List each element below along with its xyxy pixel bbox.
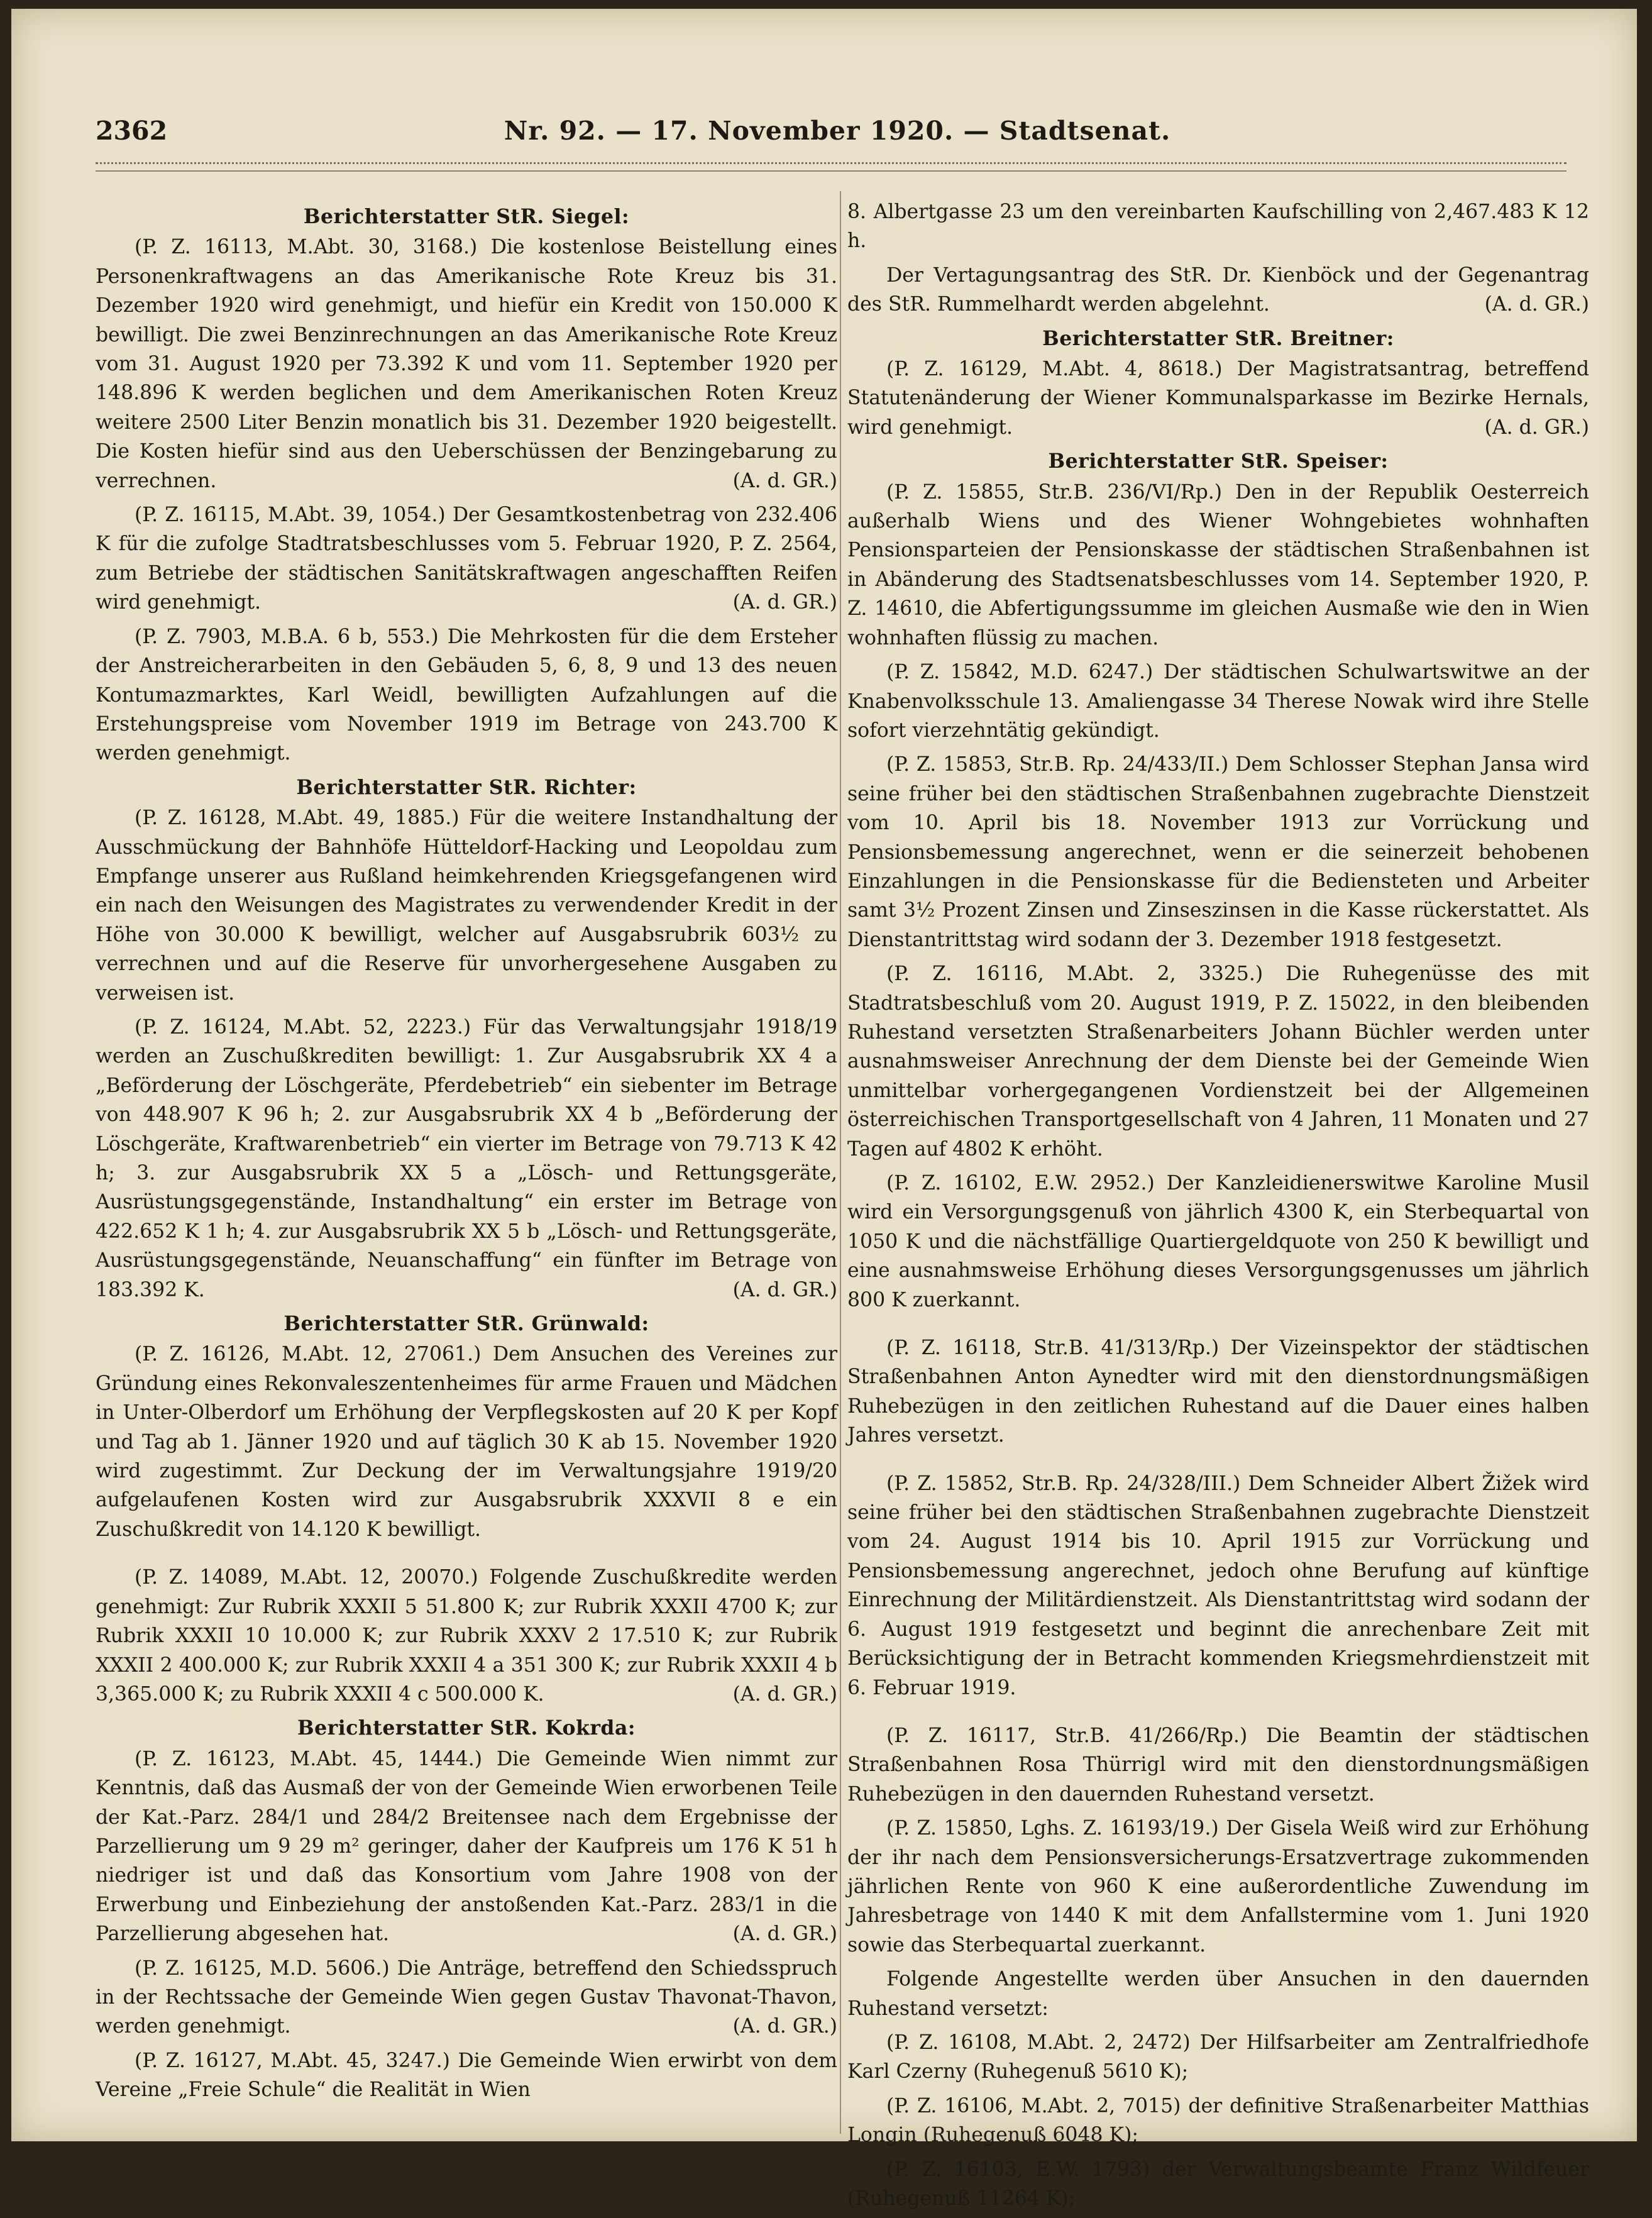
rapporteur-heading — [96, 1714, 837, 1743]
paragraph-text: Berichterstatter StR. Siegel: — [303, 205, 630, 228]
header-rule — [96, 162, 1567, 172]
spacer — [847, 1455, 1589, 1469]
referral-note: (A. d. GR.) — [732, 469, 837, 492]
resolution-paragraph — [847, 355, 1589, 442]
resolution-paragraph — [847, 1169, 1589, 1315]
spacer — [96, 1549, 837, 1563]
resolution-paragraph — [96, 1563, 837, 1709]
continued-paragraph — [847, 197, 1589, 256]
paragraph-text: Folgende Angestellte werden über Ansuchen in den dauernden Ruhestand versetzt: — [847, 1968, 1589, 2020]
paragraph-text: (P. Z. 16115, M.Abt. 39, 1054.) Der Gesamtkostenbetrag von 232.406 K für die zufolge Stadtratsbeschlusses vom 5. Februar 1920, P. Z. 2564, zum Betriebe der städtischen Sanitätskraftwagen angeschafften Reifen wird genehmigt. — [96, 504, 837, 614]
paragraph-text: Berichterstatter StR. Richter: — [296, 775, 637, 799]
paragraph-text: (P. Z. 15842, M.D. 6247.) Der städtischen Schulwartswitwe an der Knabenvolksschule 13. Amaliengasse 34 Therese Nowak wird ihre Stelle sofort vierzehntätig gekündigt. — [847, 661, 1589, 742]
resolution-paragraph — [96, 2046, 837, 2105]
paragraph-text: Berichterstatter StR. Speiser: — [1048, 450, 1389, 473]
resolution-paragraph — [847, 478, 1589, 653]
paragraph-text: (P. Z. 16108, M.Abt. 2, 2472) Der Hilfsarbeiter am Zentralfriedhofe Karl Czerny (Ruhegenuß 5610 K); — [847, 2031, 1589, 2083]
resolution-paragraph — [847, 2155, 1589, 2214]
rapporteur-heading — [847, 447, 1589, 476]
right-column — [847, 197, 1589, 2218]
resolution-paragraph — [96, 1013, 837, 1305]
paragraph-text: Der Vertagungsantrag des StR. Dr. Kienböck und der Gegenantrag des StR. Rummelhardt werden abgelehnt. — [847, 263, 1589, 316]
resolution-paragraph — [847, 1721, 1589, 1809]
resolution-paragraph — [847, 1965, 1589, 2023]
paragraph-text: 8. Albertgasse 23 um den vereinbarten Kaufschilling von 2,467.483 K 12 h. — [847, 201, 1589, 253]
rapporteur-heading — [96, 202, 837, 231]
paragraph-text: (P. Z. 15855, Str.B. 236/VI/Rp.) Den in der Republik Oesterreich außerhalb Wiens und des Wiener Wohngebietes wohnhaften Pensionsparteien der Pensionskasse der städtischen Straßenbahnen ist in Abänderung des Stadtsenatsbeschlusses vom 14. September 1920, P. Z. 14610, die Abfertigungssumme im gleichen Ausmaße wie den in Wien wohnhaften flüssig zu machen. — [847, 480, 1589, 649]
paragraph-text: (P. Z. 15853, Str.B. Rp. 24/433/II.) Dem Schlosser Stephan Jansa wird seine früher bei den städtischen Straßenbahnen zugebrachte Dienstzeit vom 10. April bis 18. November 1913 zur Vorrückung und Pensionsbemessung angerechnet, wenn er die seinerzeit behobenen Einzahlungen in die Pensionskasse für die Bediensteten und Arbeiter samt 3½ Prozent Zinsen und Zinseszinsen in die Kasse rückerstattet. Als Dienstantrittstag wird sodann der 3. Dezember 1918 festgesetzt. — [847, 753, 1589, 951]
page-header — [96, 116, 1579, 153]
referral-note: (A. d. GR.) — [732, 1923, 837, 1946]
resolution-paragraph — [96, 1340, 837, 1544]
rapporteur-heading — [847, 324, 1589, 353]
referral-note: (A. d. GR.) — [1484, 293, 1589, 316]
paragraph-text: (P. Z. 15850, Lghs. Z. 16193/19.) Der Gisela Weiß wird zur Erhöhung der ihr nach dem Pensionsversicherungs-Ersatzvertrage zukommenden jährlichen Rente von 960 K eine außerordentliche Zuwendung im Jahresbetrage von 1440 K mit dem Anfallstermine vom 1. Juni 1920 sowie das Sterbequartal zuerkannt. — [847, 1817, 1589, 1956]
spacer — [847, 1708, 1589, 1721]
paragraph-text: (P. Z. 16117, Str.B. 41/266/Rp.) Die Beamtin der städtischen Straßenbahnen Rosa Thürrigl wird mit den dienstordnungsmäßigen Ruhebezügen in den dauernden Ruhestand versetzt. — [847, 1724, 1589, 1806]
referral-note: (A. d. GR.) — [1484, 416, 1589, 439]
resolution-paragraph — [96, 1954, 837, 2041]
paragraph-text: (P. Z. 16126, M.Abt. 12, 27061.) Dem Ansuchen des Vereines zur Gründung eines Rekonvaleszentenheimes für arme Frauen und Mädchen in Unter-Olberdorf um Erhöhung der Verpflegskosten auf 20 K per Kopf und Tag ab 1. Jänner 1920 und auf täglich 30 K ab 15. November 1920 wird zugestimmt. Zur Deckung der im Verwaltungsjahre 1919/20 aufgelaufenen Kosten wird zur Ausgabsrubrik XXXVII 8 e ein Zuschußkredit von 14.120 K bewilligt. — [96, 1343, 837, 1541]
resolution-paragraph — [96, 1745, 837, 1949]
resolution-paragraph — [847, 261, 1589, 319]
resolution-paragraph — [847, 1469, 1589, 1702]
paragraph-text: (P. Z. 16124, M.Abt. 52, 2223.) Für das Verwaltungsjahr 1918/19 werden an Zuschußkrediten bewilligt: 1. Zur Ausgabsrubrik XX 4 a „Beförderung der Löschgeräte, Pferdebetrieb“ ein siebenter im Betrage von 448.907 K 96 h; 2. zur Ausgabsrubrik XX 4 b „Beförderung der Löschgeräte, Kraftwarenbetrieb“ ein vierter im Betrage von 79.713 K 42 h; 3. zur Ausgabsrubrik XX 5 a „Lösch- und Rettungsgeräte, Ausrüstungsgegenstände, Instandhaltung“ ein erster im Betrage von 422.652 K 1 h; 4. zur Ausgabsrubrik XX 5 b „Lösch- und Rettungsgeräte, Ausrüstungsgegenstände, Neuanschaffung“ ein fünfter im Betrage von 183.392 K. — [96, 1015, 837, 1301]
page-number: 2362 — [96, 116, 168, 146]
left-column — [96, 197, 837, 2110]
column-divider — [840, 191, 841, 2134]
referral-note: (A. d. GR.) — [732, 1682, 837, 1706]
paragraph-text: Berichterstatter StR. Kokrda: — [297, 1716, 636, 1740]
paragraph-text: Berichterstatter StR. Grünwald: — [284, 1312, 649, 1336]
paragraph-text: (P. Z. 16113, M.Abt. 30, 3168.) Die kostenlose Beistellung eines Personenkraftwagens an das Amerikanische Rote Kreuz bis 31. Dezember 1920 wird genehmigt, und hiefür ein Kredit von 150.000 K bewilligt. Die zwei Benzinrechnungen an das Amerikanische Rote Kreuz vom 31. August 1920 per 73.392 K und vom 11. September 1920 per 148.896 K werden beglichen und dem Amerikanischen Roten Kreuz weitere 2500 Liter Benzin monatlich bis 31. Dezember 1920 beigestellt. Die Kosten hiefür sind aus den Ueberschüssen der Benzingebarung zu verrechnen. — [96, 236, 837, 492]
resolution-paragraph — [96, 233, 837, 495]
paragraph-text: Berichterstatter StR. Breitner: — [1042, 326, 1394, 350]
paragraph-text: (P. Z. 16125, M.D. 5606.) Die Anträge, betreffend den Schiedsspruch in der Rechtssache der Gemeinde Wien gegen Gustav Thavonat-Thavon, werden genehmigt. — [96, 1956, 837, 2038]
paragraph-text: (P. Z. 16128, M.Abt. 49, 1885.) Für die weitere Instandhaltung der Ausschmückung der Bahnhöfe Hütteldorf-Hacking und Leopoldau zum Empfange unserer aus Rußland heimkehrenden Kriegsgefangenen wird ein nach den Weisungen des Magistrates zu verwendender Kredit in der Höhe von 30.000 K bewilligt, welcher auf Ausgabsrubrik 603½ zu verrechnen und auf die Reserve für unvorhergesehene Ausgaben zu verweisen ist. — [96, 807, 837, 1005]
resolution-paragraph — [847, 2092, 1589, 2150]
resolution-paragraph — [847, 959, 1589, 1164]
resolution-paragraph — [847, 658, 1589, 745]
resolution-paragraph — [847, 1333, 1589, 1450]
referral-note: (A. d. GR.) — [732, 1278, 837, 1301]
paragraph-text: (P. Z. 16127, M.Abt. 45, 3247.) Die Gemeinde Wien erwirbt von dem Vereine „Freie Schule“ die Realität in Wien — [96, 2049, 837, 2102]
resolution-paragraph — [96, 622, 837, 768]
page-title: Nr. 92. — 17. November 1920. — Stadtsenat. — [504, 116, 1171, 146]
referral-note: (A. d. GR.) — [732, 2015, 837, 2038]
resolution-paragraph — [96, 500, 837, 617]
spacer — [847, 1320, 1589, 1333]
paragraph-text: (P. Z. 16129, M.Abt. 4, 8618.) Der Magistratsantrag, betreffend Statutenänderung der Wiener Kommunalsparkasse im Bezirke Hernals, wird genehmigt. — [847, 358, 1589, 439]
paragraph-text: (P. Z. 16118, Str.B. 41/313/Rp.) Der Vizeinspektor der städtischen Straßenbahnen Anton Aynedter wird mit den dienstordnungsmäßigen Ruhebezügen in den zeitlichen Ruhestand auf die Dauer eines halben Jahres versetzt. — [847, 1337, 1589, 1447]
resolution-paragraph — [847, 750, 1589, 954]
paragraph-text: (P. Z. 16116, M.Abt. 2, 3325.) Die Ruhegenüsse des mit Stadtratsbeschluß vom 20. August 1919, P. Z. 15022, in den bleibenden Ruhestand versetzten Straßenarbeiters Johann Büchler werden unter ausnahmsweiser Anrechnung der dem Dienste bei der Gemeinde Wien unmittelbar vorhergegangenen Vordienstzeit bei der Allgemeinen österreichischen Transportgesellschaft von 4 Jahren, 11 Monaten und 27 Tagen auf 4802 K erhöht. — [847, 963, 1589, 1161]
resolution-paragraph — [847, 2028, 1589, 2087]
paragraph-text: (P. Z. 16103, E.W. 1793) der Verwaltungsbeamte Franz Wildfeuer (Ruhegenuß 11264 K); — [847, 2158, 1589, 2210]
rapporteur-heading — [96, 1310, 837, 1338]
paragraph-text: (P. Z. 15852, Str.B. Rp. 24/328/III.) Dem Schneider Albert Žižek wird seine früher bei den städtischen Straßenbahnen zugebrachte Dienstzeit vom 24. August 1914 bis 10. April 1915 zur Vorrückung und Pensionsbemessung angerechnet, jedoch ohne Berufung auf künftige Einrechnung der Militärdienstzeit. Als Dienstantrittstag wird sodann der 6. August 1919 festgesetzt und beginnt die anrechenbare Zeit mit Berücksichtigung der in Betracht kommenden Kriegsmehrdienstzeit mit 6. Februar 1919. — [847, 1472, 1589, 1699]
paragraph-text: (P. Z. 7903, M.B.A. 6 b, 553.) Die Mehrkosten für die dem Ersteher der Anstreicherarbeiten in den Gebäuden 5, 6, 8, 9 und 13 des neuen Kontumazmarktes, Karl Weidl, bewilligten Aufzahlungen auf die Erstehungspreise vom November 1919 im Betrage von 243.700 K werden genehmigt. — [96, 625, 837, 765]
paragraph-text: (P. Z. 16102, E.W. 2952.) Der Kanzleidienerswitwe Karoline Musil wird ein Versorgungsgenuß von jährlich 4300 K, ein Sterbequartal von 1050 K und die nächstfällige Quartiergeldquote von 250 K bewilligt und eine ausnahmsweise Erhöhung dieses Versorgungsgenusses um jährlich 800 K zuerkannt. — [847, 1172, 1589, 1311]
paragraph-text: (P. Z. 16106, M.Abt. 2, 7015) der definitive Straßenarbeiter Matthias Longin (Ruhegenuß 6048 K); — [847, 2094, 1589, 2147]
referral-note: (A. d. GR.) — [732, 591, 837, 614]
newspaper-page — [11, 9, 1637, 2210]
paragraph-text: (P. Z. 16123, M.Abt. 45, 1444.) Die Gemeinde Wien nimmt zur Kenntnis, daß das Ausmaß der von der Gemeinde Wien erworbenen Teile der Kat.-Parz. 284/1 und 284/2 Breitensee nach dem Ergebnisse der Parzellierung um 9 29 m² geringer, daher der Kaufpreis um 176 K 51 h niedriger ist und daß das Konsortium vom Jahre 1908 von der Erwerbung und Einbeziehung der anstoßenden Kat.-Parz. 283/1 in die Parzellierung abgesehen hat. — [96, 1747, 837, 1946]
paragraph-text: (P. Z. 14089, M.Abt. 12, 20070.) Folgende Zuschußkredite werden genehmigt: Zur Rubrik XXXII 5 51.800 K; zur Rubrik XXXII 4700 K; zur Rubrik XXXII 10 10.000 K; zur Rubrik XXXV 2 17.510 K; zur Rubrik XXXII 2 400.000 K; zur Rubrik XXXII 4 a 351 300 K; zur Rubrik XXXII 4 b 3,365.000 K; zu Rubrik XXXII 4 c 500.000 K. — [96, 1566, 837, 1706]
resolution-paragraph — [96, 803, 837, 1008]
resolution-paragraph — [847, 1814, 1589, 1960]
rapporteur-heading — [96, 773, 837, 802]
